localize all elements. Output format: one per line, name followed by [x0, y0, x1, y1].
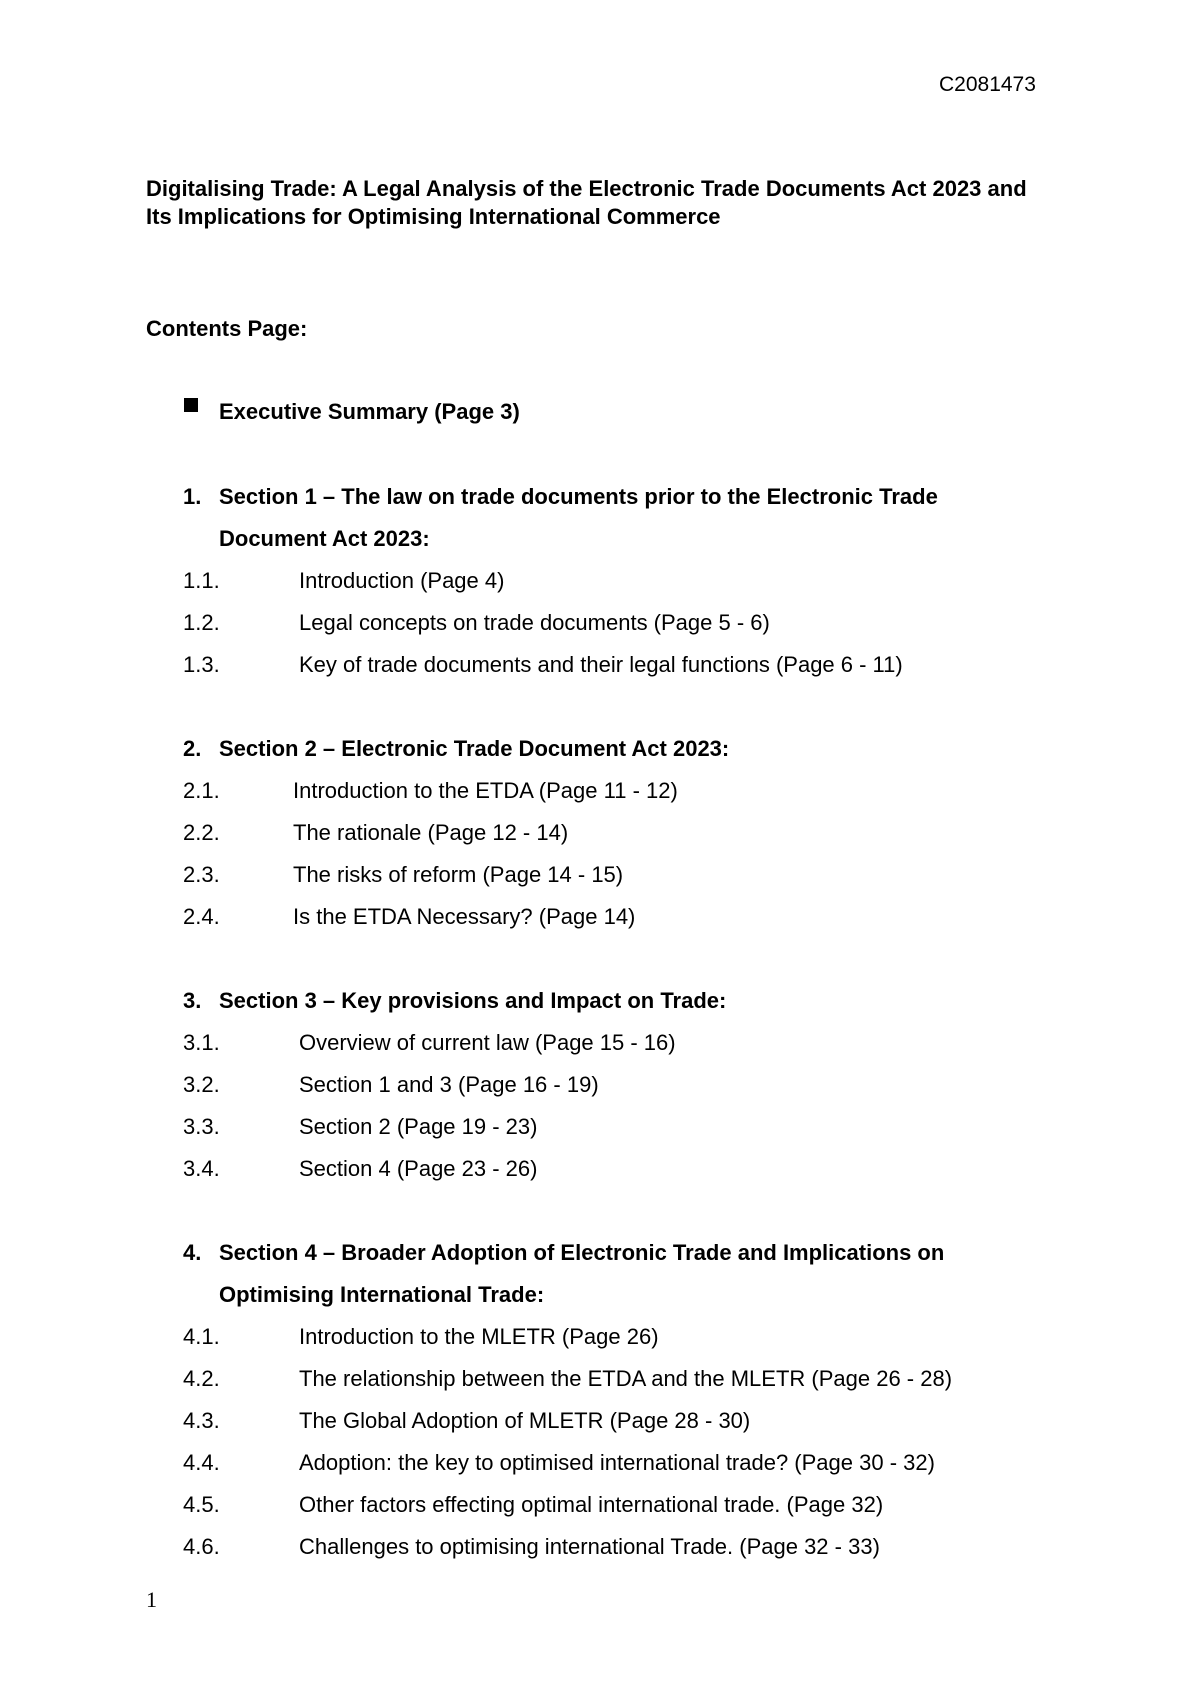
subsection-item: Overview of current law (Page 15 - 16) [299, 1030, 676, 1055]
subsection-item: Challenges to optimising international Trade. (Page 32 - 33) [299, 1534, 880, 1559]
subsection-number: 2.4. [183, 904, 220, 929]
subsection-item: The Global Adoption of MLETR (Page 28 - 30) [299, 1408, 751, 1433]
subsection-number: 4.2. [183, 1366, 220, 1391]
subsection-number: 3.1. [183, 1030, 220, 1055]
subsection-number: 4.3. [183, 1408, 220, 1433]
section-title-continued: Optimising International Trade: [219, 1282, 545, 1307]
subsection-item: Introduction (Page 4) [299, 568, 505, 593]
subsection-item: Key of trade documents and their legal functions (Page 6 - 11) [299, 652, 903, 677]
subsection-item: The rationale (Page 12 - 14) [293, 820, 569, 845]
section-number: 1. [183, 484, 202, 509]
subsection-number: 3.2. [183, 1072, 220, 1097]
subsection-number: 4.5. [183, 1492, 220, 1517]
contents-heading: Contents Page: [146, 316, 308, 341]
section-number: 2. [183, 736, 202, 761]
subsection-item: Is the ETDA Necessary? (Page 14) [293, 904, 636, 929]
subsection-number: 1.2. [183, 610, 220, 635]
subsection-number: 4.1. [183, 1324, 220, 1349]
subsection-item: Legal concepts on trade documents (Page 5 - 6) [299, 610, 770, 635]
page-number: 1 [146, 1587, 157, 1612]
document-id: C2081473 [939, 73, 1036, 96]
section-title: Section 4 – Broader Adoption of Electronic Trade and Implications on [219, 1240, 945, 1265]
subsection-item: Section 2 (Page 19 - 23) [299, 1114, 538, 1139]
subsection-number: 1.3. [183, 652, 220, 677]
subsection-item: Section 1 and 3 (Page 16 - 19) [299, 1072, 599, 1097]
subsection-number: 3.4. [183, 1156, 220, 1181]
section-title-continued: Document Act 2023: [219, 526, 430, 551]
section-title: Section 1 – The law on trade documents prior to the Electronic Trade [219, 484, 938, 509]
subsection-number: 2.3. [183, 862, 220, 887]
section-title: Section 3 – Key provisions and Impact on Trade: [219, 988, 727, 1013]
subsection-item: Introduction to the MLETR (Page 26) [299, 1324, 659, 1349]
subsection-number: 1.1. [183, 568, 220, 593]
subsection-item: The relationship between the ETDA and the MLETR (Page 26 - 28) [299, 1366, 953, 1391]
subsection-number: 2.1. [183, 778, 220, 803]
subsection-number: 4.6. [183, 1534, 220, 1559]
subsection-item: Introduction to the ETDA (Page 11 - 12) [293, 778, 678, 803]
subsection-number: 2.2. [183, 820, 220, 845]
section-number: 3. [183, 988, 202, 1013]
section-number: 4. [183, 1240, 202, 1265]
subsection-item: Section 4 (Page 23 - 26) [299, 1156, 538, 1181]
subsection-item: The risks of reform (Page 14 - 15) [293, 862, 624, 887]
subsection-number: 4.4. [183, 1450, 220, 1475]
section-title: Section 2 – Electronic Trade Document Act 2023: [219, 736, 730, 761]
subsection-item: Adoption: the key to optimised international trade? (Page 30 - 32) [299, 1450, 935, 1475]
square-bullet-icon [184, 398, 198, 412]
subsection-number: 3.3. [183, 1114, 220, 1139]
document-title: Digitalising Trade: A Legal Analysis of the Electronic Trade Documents Act 2023 and Its Implications for Optimising International Commerce [146, 176, 1027, 229]
subsection-item: Other factors effecting optimal international trade. (Page 32) [299, 1492, 884, 1517]
executive-summary-item: Executive Summary (Page 3) [219, 399, 520, 424]
